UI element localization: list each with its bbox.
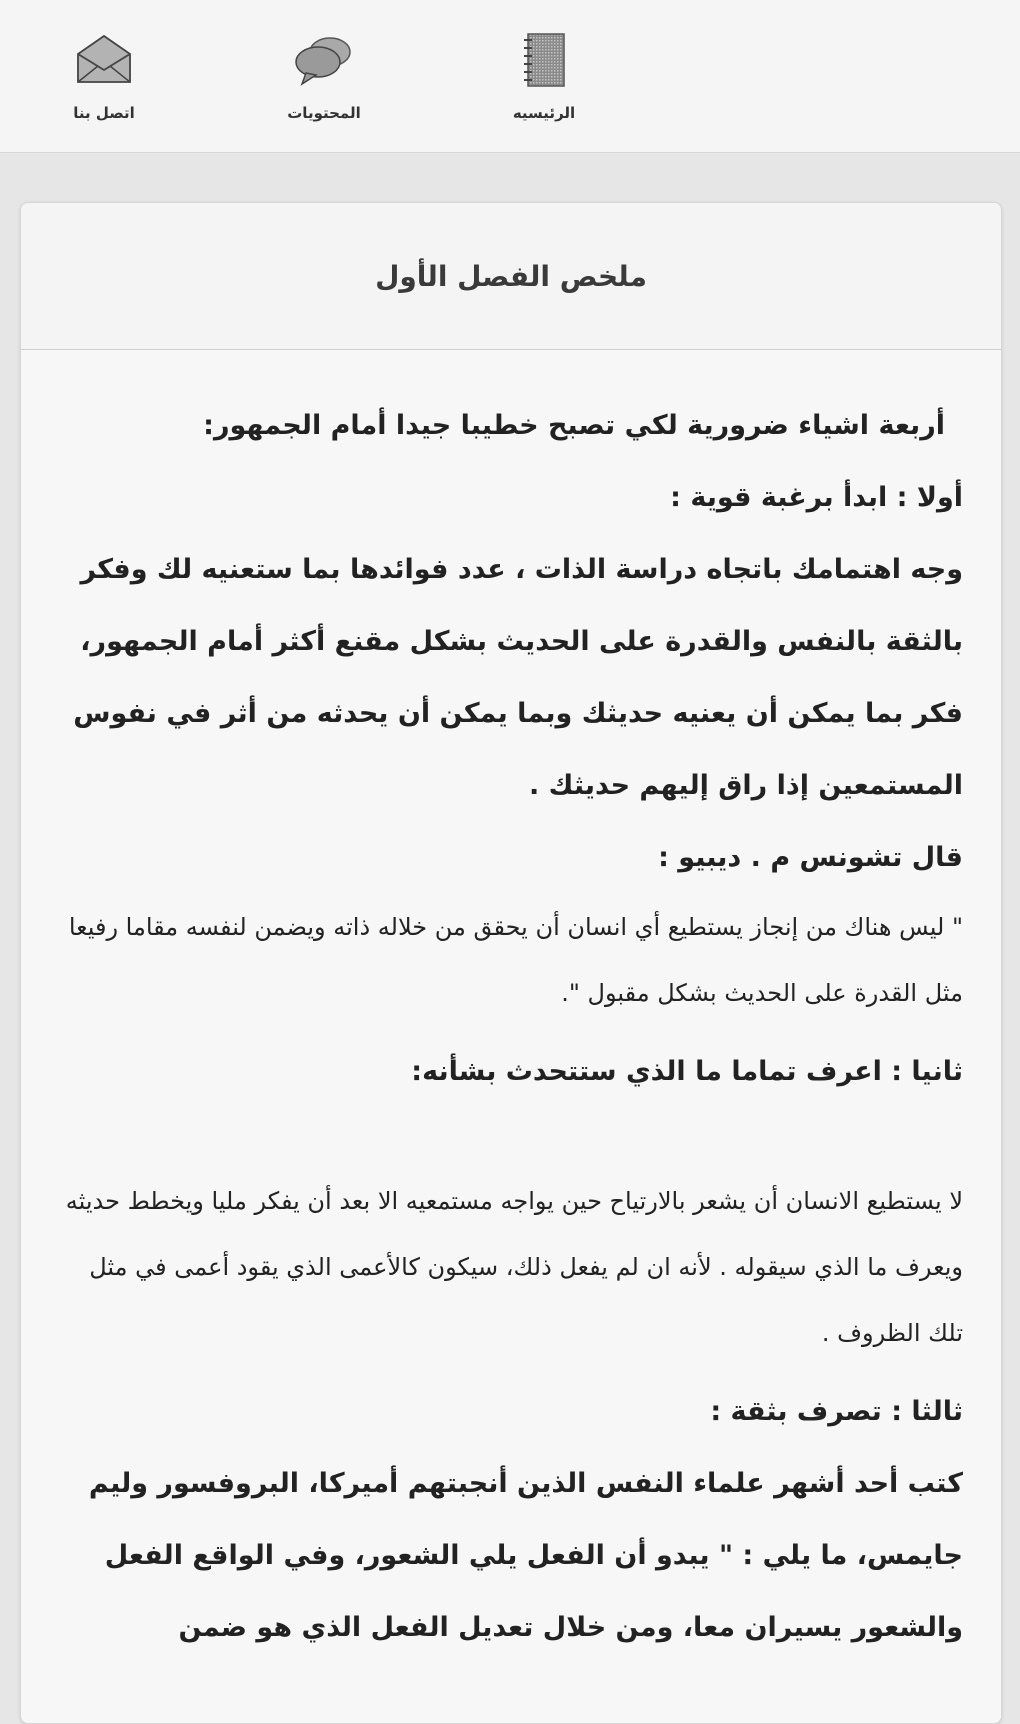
notebook-icon [512,28,576,92]
section-3-heading: ثالثا : تصرف بثقة : [710,1396,963,1427]
section-3-body: كتب أحد أشهر علماء النفس الذين أنجبتهم أميركا، البروفسور وليم جايمس، ما يلي : " يبدو أن الفعل يلي الشعور، وفي الواقع الفعل والشعور يسيران معا، ومن خلال تعديل الفعل الذي هو ضمن [88,1468,963,1643]
quote-attribution: قال تشونس م . ديبيو : [658,842,963,873]
quote-text: " ليس هناك من إنجاز يستطيع أي انسان أن يحقق من خلاله ذاته ويضمن لنفسه مقاما رفيعا مثل القدرة على الحديث بشكل مقبول ". [68,913,963,1007]
nav-contact-label: اتصل بنا [73,104,135,122]
section-2-body: لا يستطيع الانسان أن يشعر بالارتياح حين يواجه مستمعيه الا بعد أن يفكر مليا ويخطط حديثه ويعرف ما الذي سيقوله . لأنه ان لم يفعل ذلك، سيكون كالأعمى الذي يقود أعمى في مثل تلك الظروف . [65,1187,963,1347]
article-title: ملخص الفصل الأول [375,259,647,293]
nav-contact-button[interactable] [24,28,184,122]
article-card [20,202,1002,1724]
section-2-heading: ثانيا : اعرف تماما ما الذي ستتحدث بشأنه: [411,1056,963,1087]
envelope-icon [72,28,136,92]
section-1-heading: أولا : ابدأ برغبة قوية : [670,482,963,513]
nav-home-label: الرئيسيه [512,104,576,122]
nav-contents-button[interactable] [244,28,404,122]
nav-home-button[interactable] [464,28,624,122]
section-1-body: وجه اهتمامك باتجاه دراسة الذات ، عدد فوائدها بما ستعنيه لك وفكر بالثقة بالنفس والقدرة على الحديث بشكل مقنع أكثر أمام الجمهور، فكر بما يمكن أن يعنيه حديثك وبما يمكن أن يحدثه من أثر في نفوس المستمعين إذا راق إليهم حديثك . [73,554,963,801]
article-body [21,350,1001,1664]
article-header [21,203,1001,350]
spacer [59,1366,963,1376]
top-navigation-bar [0,0,1020,153]
nav-contents-label: المحتويات [287,104,361,122]
spacer [59,1026,963,1036]
spacer [59,1108,963,1168]
speech-bubbles-icon [292,28,356,92]
intro-paragraph: أربعة اشياء ضرورية لكي تصبح خطيبا جيدا أمام الجمهور: [203,410,945,441]
